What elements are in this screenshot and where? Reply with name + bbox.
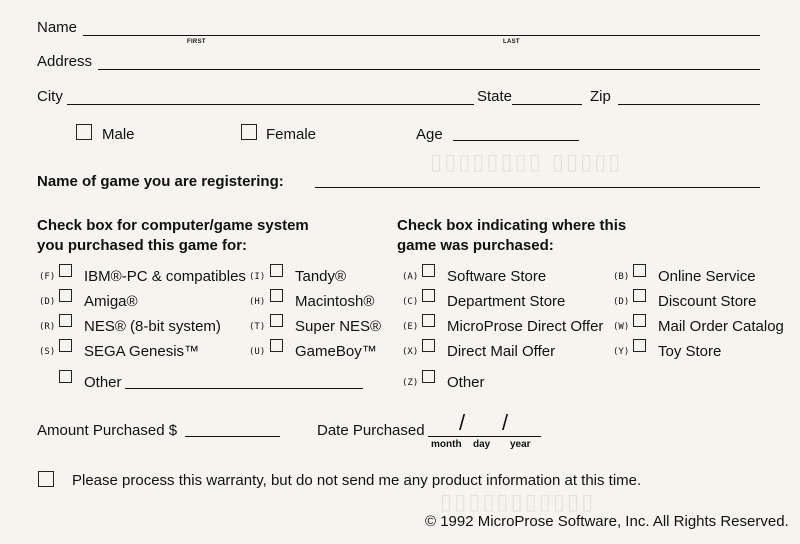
store-code-a: (A) — [402, 272, 419, 282]
system-code-f: (F) — [39, 272, 56, 282]
zip-label: Zip — [590, 88, 611, 105]
system-other-field[interactable] — [125, 388, 363, 389]
state-field[interactable] — [512, 104, 582, 105]
name-field[interactable] — [83, 35, 760, 36]
system-checkbox-tandy[interactable] — [270, 264, 283, 277]
system-label-ibm-pc: IBM®-PC & compatibles — [84, 268, 246, 285]
store-label-department-store: Department Store — [447, 293, 566, 310]
store-label-microprose-direct: MicroProse Direct Offer — [447, 318, 604, 335]
system-code-u: (U) — [249, 347, 266, 357]
date-purchased-label: Date Purchased — [317, 422, 425, 439]
first-name-caption: FIRST — [187, 39, 206, 45]
system-checkbox-super-nes[interactable] — [270, 314, 283, 327]
system-code-h: (H) — [249, 297, 266, 307]
male-checkbox[interactable] — [76, 124, 92, 140]
store-label-software-store: Software Store — [447, 268, 547, 285]
store-heading-line1: Check box indicating where this — [397, 217, 627, 234]
store-checkbox-software-store[interactable] — [422, 264, 435, 277]
date-slash-2: / — [502, 410, 509, 435]
store-checkbox-other[interactable] — [422, 370, 435, 383]
age-field[interactable] — [453, 140, 579, 141]
system-label-gameboy: GameBoy™ — [295, 343, 377, 360]
store-checkbox-online-service[interactable] — [633, 264, 646, 277]
store-code-z: (Z) — [402, 378, 419, 388]
store-label-online-service: Online Service — [658, 268, 756, 285]
system-code-t: (T) — [249, 322, 266, 332]
date-purchased-field[interactable] — [428, 436, 541, 437]
system-code-i: (I) — [249, 272, 266, 282]
address-field[interactable] — [98, 69, 760, 70]
day-caption: day — [473, 439, 491, 450]
store-code-b: (B) — [613, 272, 630, 282]
female-label: Female — [266, 126, 317, 143]
store-checkbox-discount-store[interactable] — [633, 289, 646, 302]
store-code-e: (E) — [402, 322, 419, 332]
system-heading-line1: Check box for computer/game system — [37, 217, 309, 234]
amount-purchased-label: Amount Purchased $ — [37, 422, 178, 439]
bleed-through-text: ▯▯▯▯▯▯▯▯ ▯▯▯▯▯ — [430, 150, 623, 175]
name-label: Name — [37, 19, 78, 36]
female-checkbox[interactable] — [241, 124, 257, 140]
male-label: Male — [102, 126, 135, 143]
address-label: Address — [37, 53, 93, 70]
store-checkbox-department-store[interactable] — [422, 289, 435, 302]
system-label-nes: NES® (8-bit system) — [84, 318, 221, 335]
system-code-d: (D) — [39, 297, 56, 307]
system-label-amiga: Amiga® — [84, 293, 138, 310]
system-checkbox-other[interactable] — [59, 370, 72, 383]
last-name-caption: LAST — [503, 39, 520, 45]
store-label-other: Other — [447, 374, 485, 391]
store-code-c: (C) — [402, 297, 419, 307]
store-code-w: (W) — [613, 322, 630, 332]
store-label-direct-mail: Direct Mail Offer — [447, 343, 556, 360]
system-label-other: Other — [84, 374, 122, 391]
store-checkbox-toy-store[interactable] — [633, 339, 646, 352]
store-code-x: (X) — [402, 347, 419, 357]
system-label-super-nes: Super NES® — [295, 318, 382, 335]
system-code-s: (S) — [39, 347, 56, 357]
age-label: Age — [416, 126, 443, 143]
bleed-through-text: ▯▯▯▯▯▯▯▯▯▯▯ — [440, 490, 596, 515]
system-label-macintosh: Macintosh® — [295, 293, 375, 310]
store-label-mail-order: Mail Order Catalog — [658, 318, 784, 335]
warranty-checkbox[interactable] — [38, 471, 54, 487]
system-checkbox-ibm-pc[interactable] — [59, 264, 72, 277]
store-heading-line2: game was purchased: — [397, 237, 554, 254]
month-caption: month — [431, 439, 462, 450]
store-label-toy-store: Toy Store — [658, 343, 722, 360]
system-code-r: (R) — [39, 322, 56, 332]
amount-purchased-field[interactable] — [185, 436, 280, 437]
game-name-field[interactable] — [315, 187, 760, 188]
system-label-sega-genesis: SEGA Genesis™ — [84, 343, 200, 360]
store-checkbox-mail-order[interactable] — [633, 314, 646, 327]
state-label: State — [477, 88, 513, 105]
system-heading-line2: you purchased this game for: — [37, 237, 248, 254]
store-checkbox-microprose-direct[interactable] — [422, 314, 435, 327]
warranty-text: Please process this warranty, but do not send me any product information at this time. — [72, 472, 642, 489]
game-name-label: Name of game you are registering: — [37, 173, 284, 190]
system-checkbox-amiga[interactable] — [59, 289, 72, 302]
system-label-tandy: Tandy® — [295, 268, 347, 285]
zip-field[interactable] — [618, 104, 760, 105]
year-caption: year — [510, 439, 531, 450]
system-checkbox-sega-genesis[interactable] — [59, 339, 72, 352]
store-code-y: (Y) — [613, 347, 630, 357]
store-code-d: (D) — [613, 297, 630, 307]
date-slash-1: / — [459, 410, 466, 435]
copyright: © 1992 MicroProse Software, Inc. All Rights Reserved. — [425, 513, 789, 530]
system-checkbox-nes[interactable] — [59, 314, 72, 327]
system-checkbox-gameboy[interactable] — [270, 339, 283, 352]
system-checkbox-macintosh[interactable] — [270, 289, 283, 302]
city-label: City — [37, 88, 63, 105]
city-field[interactable] — [67, 104, 474, 105]
store-checkbox-direct-mail[interactable] — [422, 339, 435, 352]
store-label-discount-store: Discount Store — [658, 293, 757, 310]
